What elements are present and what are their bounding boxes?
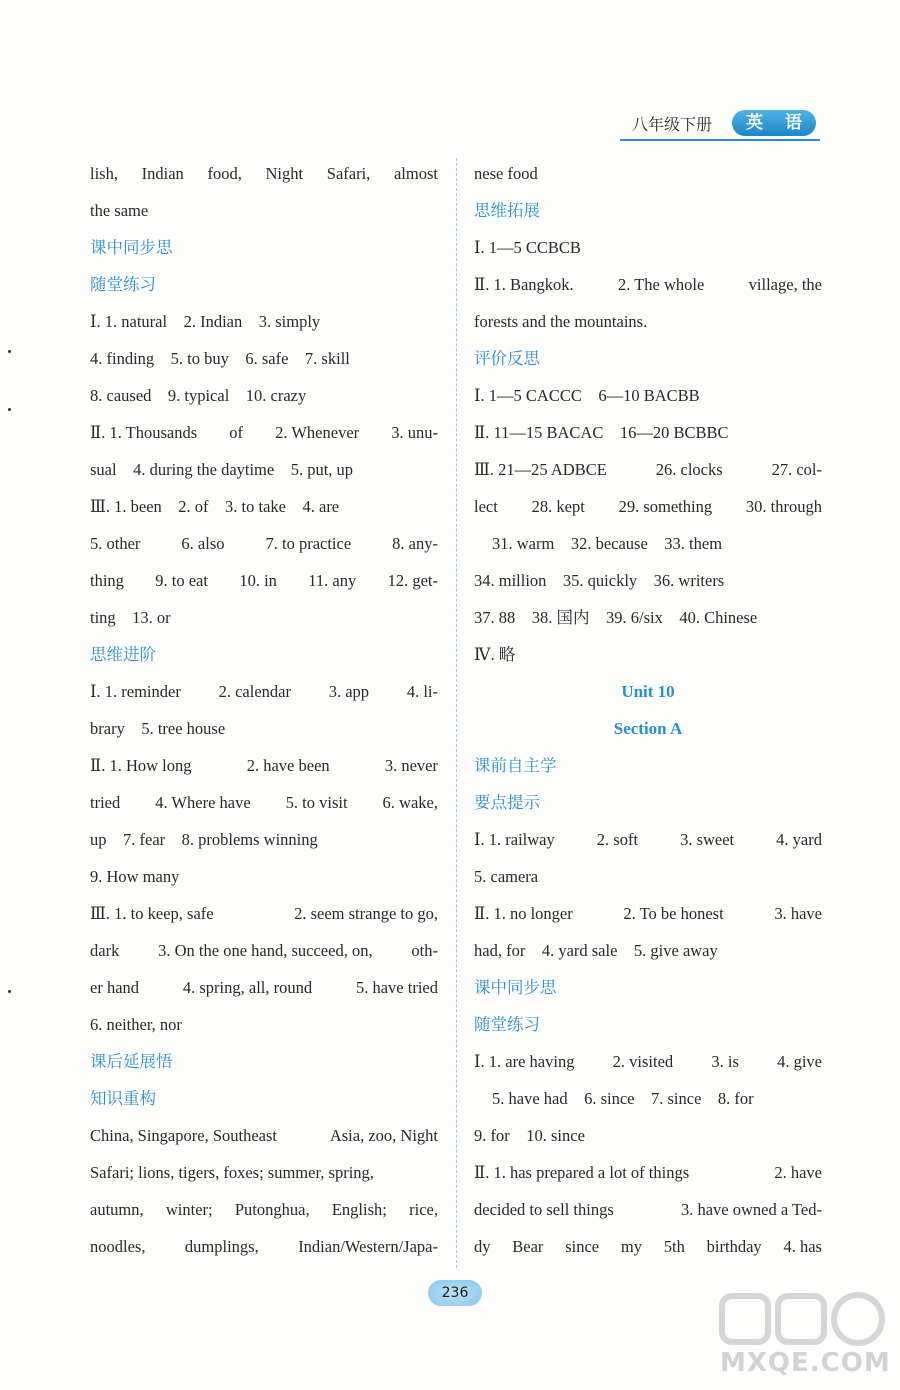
answer-line	[474, 1117, 822, 1154]
answer-text: 5. to visit	[285, 793, 348, 812]
answer-text: 5. have had 6. since 7. since 8. for	[492, 1089, 754, 1108]
answer-line	[90, 562, 438, 599]
section-heading: 课中同步思	[90, 238, 173, 257]
answer-line	[474, 562, 822, 599]
answer-line	[474, 895, 822, 932]
answer-line	[90, 488, 438, 525]
answer-text: 4. li-	[406, 682, 438, 701]
answer-text: Ⅱ. 1. Thousands	[90, 423, 198, 442]
answer-line	[90, 1006, 438, 1043]
answer-text: Ⅱ. 11—15 BACAC 16—20 BCBBC	[474, 423, 729, 442]
answer-text: Ⅰ. 1. are having	[474, 1052, 575, 1071]
margin-mark	[8, 408, 11, 411]
answer-line	[474, 525, 822, 562]
answer-text: 7. to practice	[265, 534, 352, 553]
answer-text: 3. On the one hand, succeed, on,	[158, 941, 373, 960]
right-column	[474, 155, 822, 1265]
answer-text: brary 5. tree house	[90, 719, 226, 738]
answer-line	[474, 599, 822, 636]
answer-text: 2. To be honest	[623, 904, 724, 923]
margin-mark	[8, 990, 11, 993]
answer-line	[474, 1154, 822, 1191]
unit-title: Unit 10	[621, 682, 675, 701]
answer-line	[90, 895, 438, 932]
answer-line	[474, 636, 822, 673]
answer-line	[474, 303, 822, 340]
answer-text: 4. has	[783, 1237, 822, 1256]
answer-text: 4. spring, all, round	[182, 978, 313, 997]
answer-text: 9. to eat	[155, 571, 208, 590]
answer-line	[90, 969, 438, 1006]
answer-text: Indian	[141, 164, 184, 183]
section-heading: 随堂练习	[90, 275, 156, 294]
answer-text: Ⅰ. 1. reminder	[90, 682, 181, 701]
answer-text: 5. camera	[474, 867, 539, 886]
answer-text: 6. wake,	[382, 793, 438, 812]
answer-line	[90, 784, 438, 821]
left-column	[90, 155, 438, 1265]
answer-text: ting 13. or	[90, 608, 171, 627]
answer-line	[474, 821, 822, 858]
answer-text: 3. app	[328, 682, 370, 701]
answer-text: Ⅳ. 略	[474, 645, 516, 664]
answer-line	[90, 1154, 438, 1191]
answer-text: lish,	[90, 164, 118, 183]
answer-text: 31. warm 32. because 33. them	[492, 534, 723, 553]
answer-text: of	[229, 423, 244, 442]
answer-line	[90, 525, 438, 562]
answer-text: Night	[265, 164, 304, 183]
answer-line	[90, 821, 438, 858]
grade-label: 八年级下册	[632, 115, 713, 134]
answer-text: 4. Where have	[155, 793, 251, 812]
answer-line	[474, 1043, 822, 1080]
answer-text: Ⅲ. 21—25 ADBCE	[474, 460, 607, 479]
section-heading: 知识重构	[90, 1089, 156, 1108]
answer-text: dumplings,	[184, 1237, 259, 1256]
answer-text: Bear	[512, 1237, 544, 1256]
answer-text: Ⅰ. 1. railway	[474, 830, 555, 849]
answer-line	[474, 229, 822, 266]
watermark-logo	[712, 1290, 892, 1385]
watermark-text: MXQE.COM	[720, 1348, 891, 1378]
answer-text: Ⅲ. 1. to keep, safe	[90, 904, 214, 923]
answer-text: 3. have owned a Ted-	[680, 1200, 822, 1219]
answer-text: 2. seem strange to go,	[294, 904, 438, 923]
answer-text: 12. get-	[387, 571, 438, 590]
subject-badge: 英 语	[732, 110, 816, 136]
answer-text: forests and the mountains.	[474, 312, 648, 331]
answer-text: up 7. fear 8. problems winning	[90, 830, 318, 849]
answer-text: since	[565, 1237, 600, 1256]
answer-text: my	[620, 1237, 642, 1256]
answer-line	[90, 932, 438, 969]
answer-text: Ⅱ. 1. no longer	[474, 904, 573, 923]
answer-line	[90, 673, 438, 710]
section-heading: 课前自主学	[474, 756, 557, 775]
answer-text: almost	[393, 164, 438, 183]
answer-text: 30. through	[745, 497, 822, 516]
answer-text: 8. caused 9. typical 10. crazy	[90, 386, 307, 405]
answer-text: Asia, zoo, Night	[329, 1126, 438, 1145]
answer-line	[474, 414, 822, 451]
answer-text: 4. finding 5. to buy 6. safe 7. skill	[90, 349, 350, 368]
answer-line	[90, 599, 438, 636]
header-rule	[620, 139, 820, 141]
answer-line	[90, 1117, 438, 1154]
answer-text: China, Singapore, Southeast	[90, 1126, 277, 1145]
answer-line	[90, 377, 438, 414]
answer-text: 2. have	[774, 1163, 822, 1182]
answer-line	[474, 488, 822, 525]
answer-line	[90, 414, 438, 451]
answer-text: Putonghua,	[234, 1200, 310, 1219]
answer-line	[474, 1191, 822, 1228]
answer-line	[474, 451, 822, 488]
answer-text: 2. Whenever	[275, 423, 360, 442]
answer-text: birthday	[706, 1237, 762, 1256]
answer-text: oth-	[411, 941, 438, 960]
section-heading: 课中同步思	[474, 978, 557, 997]
section-heading: 课后延展悟	[90, 1052, 173, 1071]
answer-text: 9. How many	[90, 867, 180, 886]
answer-text: Ⅱ. 1. has prepared a lot of things	[474, 1163, 690, 1182]
answer-line	[90, 192, 438, 229]
answer-text: Ⅱ. 1. Bangkok.	[474, 275, 574, 294]
answer-text: rice,	[409, 1200, 438, 1219]
answer-text: Ⅰ. 1. natural 2. Indian 3. simply	[90, 312, 321, 331]
answer-text: 4. give	[777, 1052, 822, 1071]
answer-text: 29. something	[618, 497, 713, 516]
answer-text: dark	[90, 941, 120, 960]
answer-line	[90, 710, 438, 747]
answer-line	[474, 155, 822, 192]
page-number: 236	[428, 1280, 482, 1306]
answer-text: Ⅰ. 1—5 CCBCB	[474, 238, 581, 257]
answer-text: 11. any	[308, 571, 357, 590]
answer-line	[474, 377, 822, 414]
answer-text: 2. The whole	[618, 275, 705, 294]
answer-text: 34. million 35. quickly 36. writers	[474, 571, 725, 590]
answer-text: dy	[474, 1237, 491, 1256]
answer-text: Ⅱ. 1. How long	[90, 756, 192, 775]
answer-text: food,	[207, 164, 242, 183]
section-heading: 评价反思	[474, 349, 540, 368]
answer-text: 2. soft	[596, 830, 639, 849]
section-heading: 思维拓展	[474, 201, 540, 220]
answer-text: winter;	[165, 1200, 213, 1219]
answer-text: er hand	[90, 978, 140, 997]
answer-text: Safari,	[326, 164, 371, 183]
answer-line	[90, 747, 438, 784]
answer-line	[90, 340, 438, 377]
answer-text: 2. calendar	[218, 682, 291, 701]
answer-text: sual 4. during the daytime 5. put, up	[90, 460, 354, 479]
margin-mark	[8, 350, 11, 353]
answer-text: had, for 4. yard sale 5. give away	[474, 941, 718, 960]
answer-text: 6. neither, nor	[90, 1015, 182, 1034]
section-heading: 随堂练习	[474, 1015, 540, 1034]
answer-text: 28. kept	[531, 497, 585, 516]
answer-text: 4. yard	[776, 830, 822, 849]
answer-line	[90, 303, 438, 340]
answer-text: 5. other	[90, 534, 141, 553]
answer-text: 3. have	[774, 904, 822, 923]
answer-text: 3. never	[384, 756, 438, 775]
answer-text: tried	[90, 793, 121, 812]
answer-text: Safari; lions, tigers, foxes; summer, spring,	[90, 1163, 374, 1182]
answer-text: lect	[474, 497, 498, 516]
section-heading: 思维进阶	[90, 645, 156, 664]
answer-text: the same	[90, 201, 149, 220]
answer-line	[90, 1228, 438, 1265]
answer-text: 2. visited	[612, 1052, 674, 1071]
answer-line	[474, 932, 822, 969]
answer-text: 9. for 10. since	[474, 1126, 585, 1145]
answer-text: 3. unu-	[391, 423, 438, 442]
page-header	[620, 108, 825, 144]
answer-text: 26. clocks	[655, 460, 723, 479]
watermark-seal-icon	[712, 1290, 892, 1350]
answer-text: thing	[90, 571, 124, 590]
answer-line	[90, 858, 438, 895]
answer-text: Ⅰ. 1—5 CACCC 6—10 BACBB	[474, 386, 700, 405]
answer-text: Ⅲ. 1. been 2. of 3. to take 4. are	[90, 497, 340, 516]
unit-title: Section A	[613, 719, 683, 738]
answer-text: autumn,	[90, 1200, 144, 1219]
answer-text: noodles,	[90, 1237, 146, 1256]
answer-text: decided to sell things	[474, 1200, 614, 1219]
answer-text: 6. also	[181, 534, 225, 553]
answer-text: 8. any-	[392, 534, 438, 553]
answer-text: 3. is	[711, 1052, 739, 1071]
answer-text: 10. in	[239, 571, 277, 590]
answer-text: 27. col-	[771, 460, 822, 479]
answer-text: 2. have been	[246, 756, 330, 775]
answer-line	[474, 1228, 822, 1265]
answer-text: 3. sweet	[680, 830, 735, 849]
answer-text: village, the	[748, 275, 822, 294]
section-heading: 要点提示	[474, 793, 540, 812]
answer-text: Indian/Western/Japa-	[298, 1237, 438, 1256]
answer-line	[90, 451, 438, 488]
answer-line	[474, 266, 822, 303]
answer-line	[474, 1080, 822, 1117]
answer-line	[474, 858, 822, 895]
answer-text: 5. have tried	[355, 978, 438, 997]
answer-text: English;	[331, 1200, 387, 1219]
answer-text: 37. 88 38. 国内 39. 6/six 40. Chinese	[474, 608, 758, 627]
answer-text: 5th	[663, 1237, 685, 1256]
column-divider	[456, 158, 457, 1268]
answer-line	[90, 155, 438, 192]
answer-line	[90, 1191, 438, 1228]
answer-text: nese food	[474, 164, 538, 183]
